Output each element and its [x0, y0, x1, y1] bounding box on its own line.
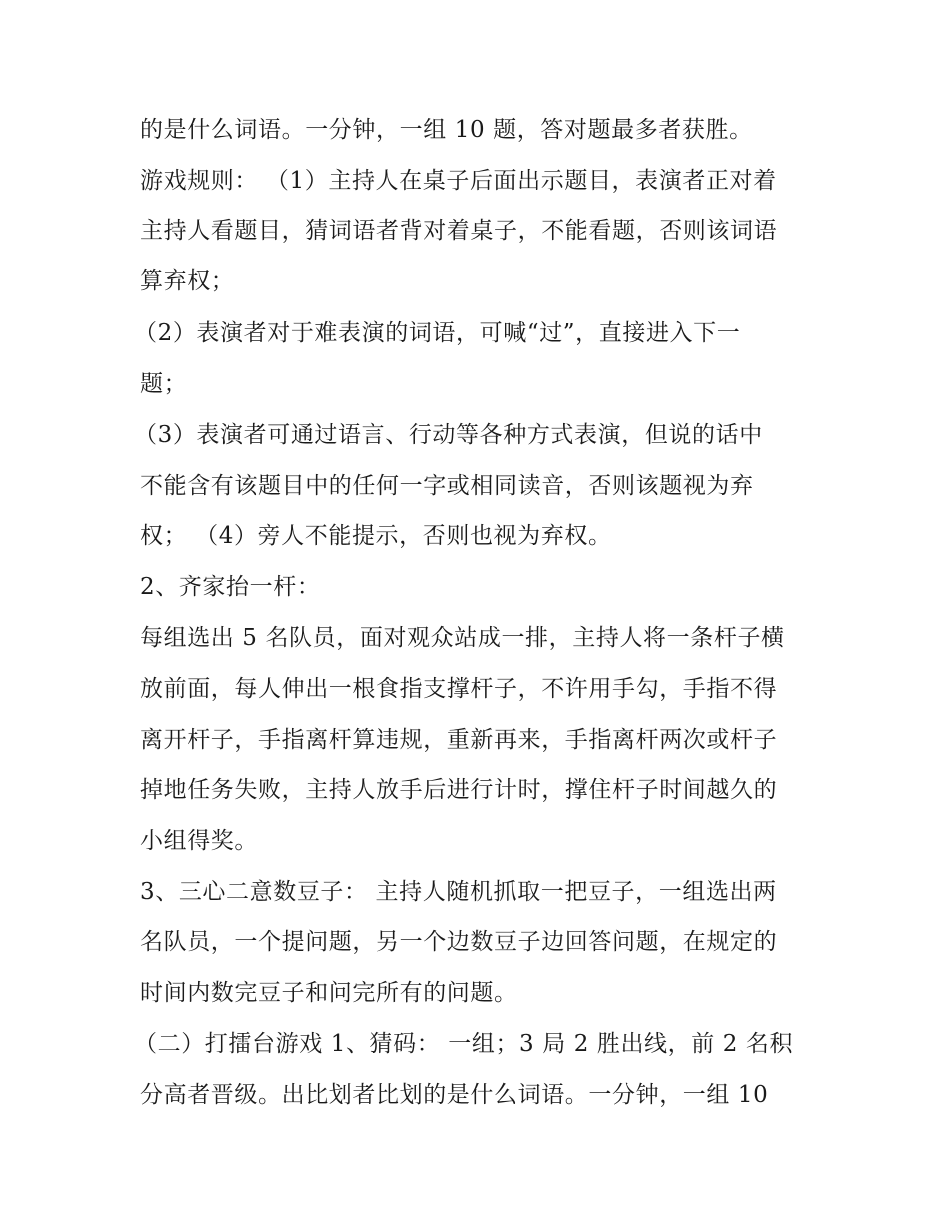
text-line: 的是什么词语。一分钟，一组 10 题，答对题最多者获胜。: [140, 117, 753, 143]
text-line: 游戏规则： （1）主持人在桌子后面出示题目，表演者正对着: [140, 168, 777, 194]
text-line: 离开杆子，手指离杆算违规，重新再来，手指离杆两次或杆子: [140, 727, 778, 753]
text-line: 题；: [140, 371, 188, 397]
text-line: 不能含有该题目中的任何一字或相同读音，否则该题视为弃: [140, 473, 754, 499]
text-line: （2）表演者对于难表演的词语，可喊“过”，直接进入下一: [134, 320, 741, 346]
section-heading: 3、三心二意数豆子： 主持人随机抓取一把豆子，一组选出两: [140, 879, 777, 905]
text-line: 每组选出 5 名队员，面对观众站成一排，主持人将一条杆子横: [140, 625, 785, 651]
text-line: 算弃权；: [140, 268, 235, 294]
section-heading: （二）打擂台游戏 1、猜码： 一组；3 局 2 胜出线，前 2 名积: [134, 1031, 794, 1057]
text-line: 掉地任务失败，主持人放手后进行计时，撑住杆子时间越久的: [140, 777, 778, 803]
text-line: （3）表演者可通过语言、行动等各种方式表演，但说的话中: [134, 422, 763, 448]
section-heading: 2、齐家抬一杆：: [140, 574, 321, 600]
text-line: 主持人看题目，猜词语者背对着桌子，不能看题，否则该词语: [140, 218, 778, 244]
text-line: 小组得奖。: [140, 828, 258, 854]
text-line: 放前面，每人伸出一根食指支撑杆子，不许用手勾，手指不得: [140, 676, 778, 702]
text-line: 时间内数完豆子和问完所有的问题。: [140, 980, 518, 1006]
text-line: 分高者晋级。出比划者比划的是什么词语。一分钟，一组 10: [140, 1082, 769, 1108]
text-line: 名队员，一个提问题，另一个边数豆子边回答问题，在规定的: [140, 929, 778, 955]
text-line: 权； （4）旁人不能提示，否则也视为弃权。: [140, 523, 612, 549]
